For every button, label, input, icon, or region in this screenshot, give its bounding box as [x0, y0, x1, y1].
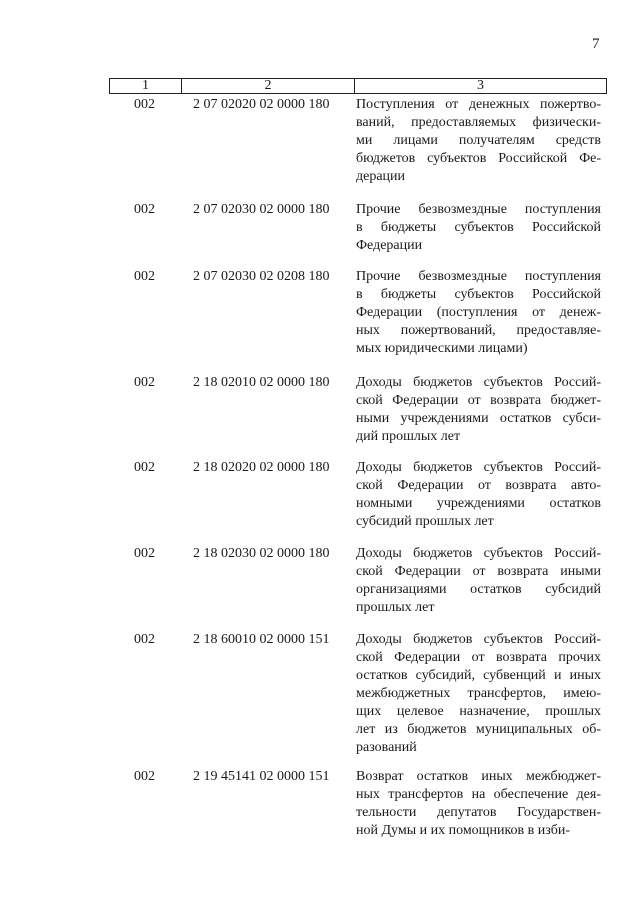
budget-classification-code-cell: 2 19 45141 02 0000 151 [193, 769, 330, 784]
description-cell [356, 374, 601, 446]
description-line: Федерации [356, 238, 423, 253]
budget-classification-code-cell: 2 18 02010 02 0000 180 [193, 375, 330, 390]
description-line: дерации [356, 169, 406, 184]
description-line: остатков субсидий, субвенций и иных [356, 668, 601, 683]
description-cell [356, 268, 601, 358]
description-line: номными учреждениями остатков [356, 496, 601, 511]
description-line: ской Федерации от возврата прочих [356, 650, 601, 665]
description-line: ской Федерации от возврата бюджет- [356, 393, 601, 408]
description-line: ными учреждениями остатков субси- [356, 411, 601, 426]
budget-classification-code-cell: 2 07 02030 02 0000 180 [193, 202, 330, 217]
description-line: субсидий прошлых лет [356, 514, 494, 529]
description-line: Доходы бюджетов субъектов Россий- [356, 375, 601, 390]
admin-code-cell: 002 [134, 202, 155, 217]
description-line: ных трансфертов на обеспечение дея- [356, 787, 601, 802]
description-line: тельности депутатов Государствен- [356, 805, 601, 820]
description-cell [356, 631, 601, 757]
description-line: лет из бюджетов муниципальных об- [356, 722, 601, 737]
description-line: Возврат остатков иных межбюджет- [356, 769, 601, 784]
description-line: щих целевое назначение, прошлых [356, 704, 601, 719]
description-line: Доходы бюджетов субъектов Россий- [356, 460, 601, 475]
budget-classification-code-cell: 2 18 60010 02 0000 151 [193, 632, 330, 647]
description-line: мых юридическими лицами) [356, 341, 528, 356]
description-line: Федерации (поступления от денеж- [356, 305, 601, 320]
description-line: разований [356, 740, 417, 755]
admin-code-cell: 002 [134, 546, 155, 561]
description-cell [356, 768, 601, 840]
budget-classification-code-cell: 2 18 02020 02 0000 180 [193, 460, 330, 475]
description-line: Прочие безвозмездные поступления [356, 269, 601, 284]
description-cell [356, 459, 601, 531]
budget-classification-code-cell: 2 07 02020 02 0000 180 [193, 97, 330, 112]
table-header-row [109, 78, 607, 94]
column-header-3: 3 [477, 78, 484, 93]
description-cell [356, 545, 601, 617]
column-header-1: 1 [110, 79, 182, 93]
description-line: ской Федерации от возврата авто- [356, 478, 601, 493]
description-line: Доходы бюджетов субъектов Россий- [356, 546, 601, 561]
admin-code-cell: 002 [134, 769, 155, 784]
description-line: ваний, предоставляемых физически- [356, 115, 601, 130]
column-header-2: 2 [182, 79, 355, 93]
admin-code-cell: 002 [134, 375, 155, 390]
description-line: межбюджетных трансфертов, имею- [356, 686, 601, 701]
description-cell [356, 96, 601, 186]
budget-classification-code-cell: 2 18 02030 02 0000 180 [193, 546, 330, 561]
description-line: бюджетов субъектов Российской Фе- [356, 151, 601, 166]
admin-code-cell: 002 [134, 460, 155, 475]
description-line: ской Федерации от возврата иными [356, 564, 601, 579]
admin-code-cell: 002 [134, 269, 155, 284]
description-line: ми лицами получателям средств [356, 133, 601, 148]
admin-code-cell: 002 [134, 97, 155, 112]
description-line: прошлых лет [356, 600, 435, 615]
description-cell [356, 201, 601, 255]
admin-code-cell: 002 [134, 632, 155, 647]
description-line: Прочие безвозмездные поступления [356, 202, 601, 217]
description-line: ных пожертвований, предоставляе- [356, 323, 601, 338]
description-line: дий прошлых лет [356, 429, 461, 444]
description-line: в бюджеты субъектов Российской [356, 220, 601, 235]
budget-classification-code-cell: 2 07 02030 02 0208 180 [193, 269, 330, 284]
description-line: организациями остатков субсидий [356, 582, 601, 597]
description-line: ной Думы и их помощников в изби- [356, 823, 571, 838]
description-line: Доходы бюджетов субъектов Россий- [356, 632, 601, 647]
page-number: 7 [592, 36, 600, 52]
description-line: Поступления от денежных пожертво- [356, 97, 601, 112]
description-line: в бюджеты субъектов Российской [356, 287, 601, 302]
